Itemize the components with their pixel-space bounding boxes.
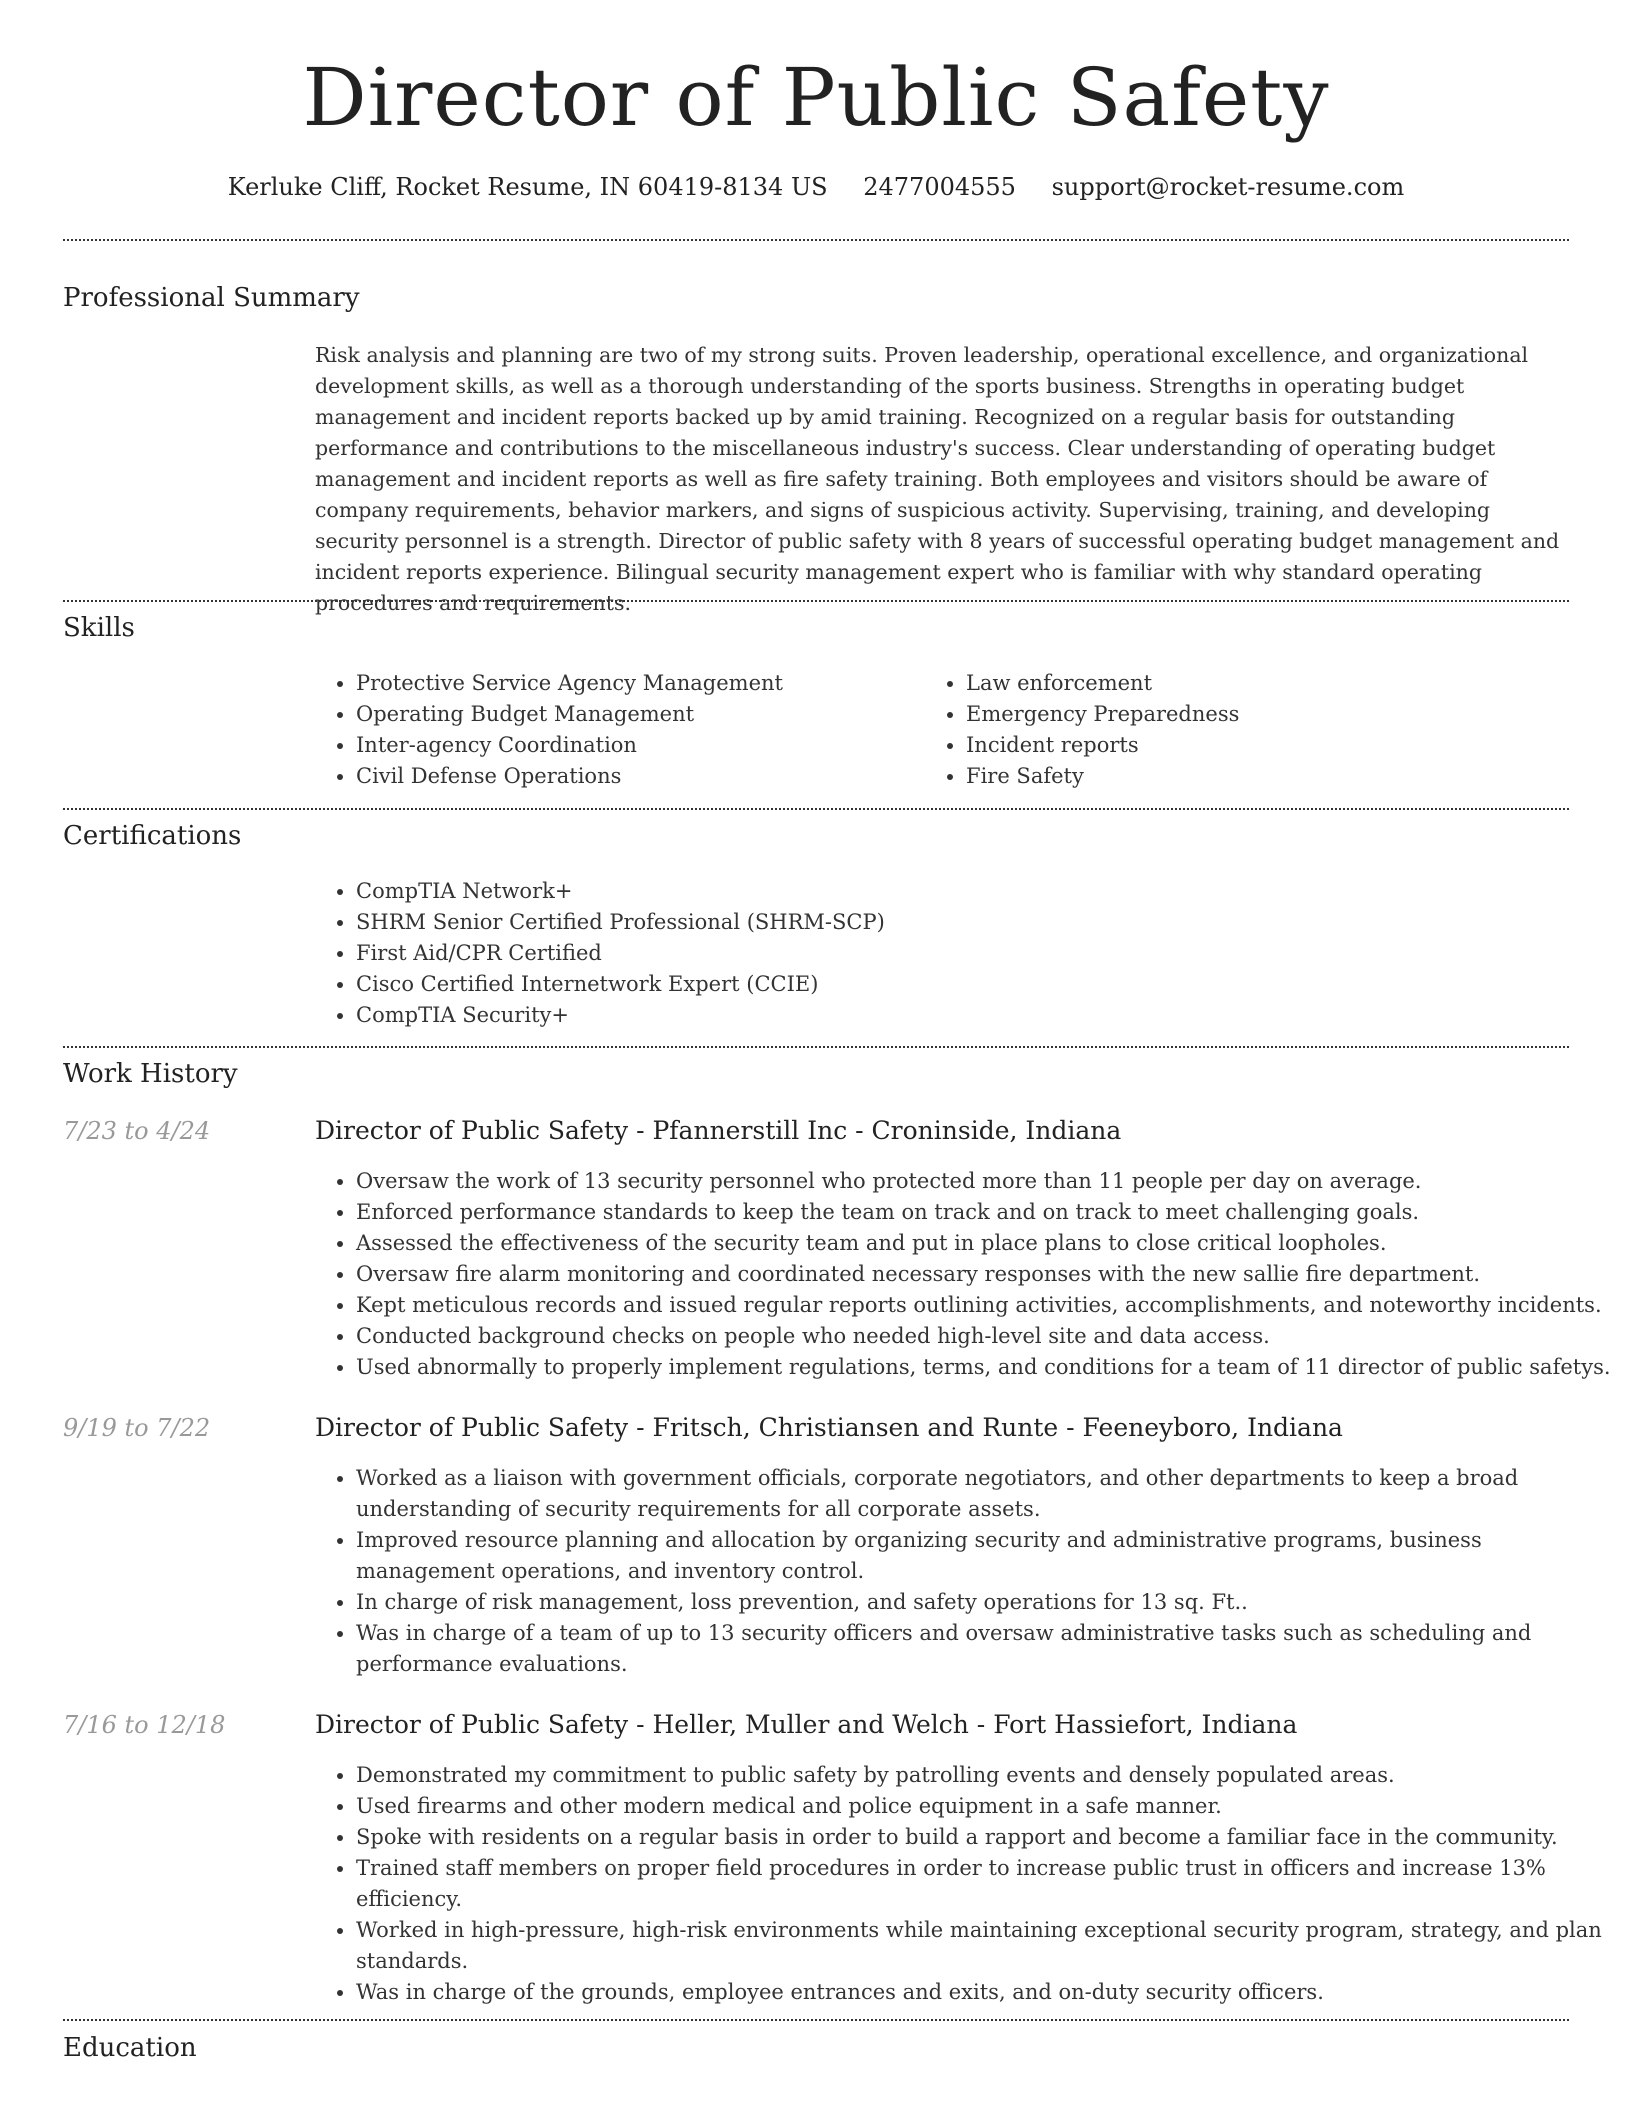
skills-list-left <box>312 668 916 792</box>
job-bullet: • Oversaw the work of 13 security personnel who protected more than 11 people per day on average. <box>356 1166 1618 1197</box>
job-bullet: • Oversaw fire alarm monitoring and coordinated necessary responses with the new sallie fire department. <box>356 1259 1618 1290</box>
contact-line <box>0 170 1632 204</box>
resume-name-title: Director of Public Safety <box>302 51 1330 144</box>
section-divider <box>63 239 1569 241</box>
section-divider <box>63 2019 1569 2021</box>
section-title-summary: Professional Summary <box>63 283 360 313</box>
skill-item: • Law enforcement <box>966 668 1566 699</box>
job-bullet: • Was in charge of the grounds, employee entrances and exits, and on-duty security officers. <box>356 1977 1618 2008</box>
job-bullet: • Assessed the effectiveness of the security team and put in place plans to close critical loopholes. <box>356 1228 1618 1259</box>
contact-email[interactable]: support@rocket-resume.com <box>1051 173 1405 201</box>
job-dates: 7/16 to 12/18 <box>63 1711 226 1739</box>
job-dates: 7/23 to 4/24 <box>63 1117 211 1145</box>
job-bullet: • Worked as a liaison with government officials, corporate negotiators, and other departments to keep a broad understanding of security requirements for all corporate assets. <box>356 1463 1536 1525</box>
skill-item: • Inter-agency Coordination <box>356 730 916 761</box>
job-bullet: • Spoke with residents on a regular basis in order to build a rapport and become a familiar face in the community. <box>356 1822 1618 1853</box>
skills-list-right <box>922 668 1566 792</box>
job-heading: Director of Public Safety - Fritsch, Christiansen and Runte - Feeneyboro, Indiana <box>315 1413 1343 1442</box>
section-divider <box>63 1046 1569 1048</box>
job-bullet: • Trained staff members on proper field procedures in order to increase public trust in officers and increase 13% efficiency. <box>356 1853 1618 1915</box>
job-bullet: • Worked in high-pressure, high-risk environments while maintaining exceptional security program, strategy, and plan standards. <box>356 1915 1618 1977</box>
job-bullet: • In charge of risk management, loss prevention, and safety operations for 13 sq. Ft.. <box>356 1587 1536 1618</box>
contact-phone: 2477004555 <box>863 173 1016 201</box>
skill-item: • Emergency Preparedness <box>966 699 1566 730</box>
job-bullets <box>312 1463 1536 1680</box>
job-bullet: • Improved resource planning and allocation by organizing security and administrative programs, business management operations, and inventory control. <box>356 1525 1536 1587</box>
section-divider <box>63 808 1569 810</box>
skill-item: • Civil Defense Operations <box>356 761 916 792</box>
section-title-work-history: Work History <box>63 1059 238 1089</box>
skill-item: • Protective Service Agency Management <box>356 668 916 699</box>
job-bullet: • Kept meticulous records and issued regular reports outlining activities, accomplishments, and noteworthy incidents. <box>356 1290 1618 1321</box>
job-heading: Director of Public Safety - Pfannerstill Inc - Croninside, Indiana <box>315 1116 1122 1145</box>
certification-item: • SHRM Senior Certified Professional (SHRM-SCP) <box>356 907 1556 938</box>
job-dates: 9/19 to 7/22 <box>63 1414 211 1442</box>
skill-item: • Incident reports <box>966 730 1566 761</box>
certification-item: • Cisco Certified Internetwork Expert (CCIE) <box>356 969 1556 1000</box>
skill-item: • Fire Safety <box>966 761 1566 792</box>
job-bullets <box>312 1166 1618 1383</box>
summary-text: Risk analysis and planning are two of my strong suits. Proven leadership, operational excellence, and organizational development skills, as well as a thorough understanding of the sports business. Strengths in operating budget management and incident reports backed up by amid training. Recognized on a regular basis for outstanding performance and contributions to the miscellaneous industry's success. Clear understanding of operating budget management and incident reports as well as fire safety training. Both employees and visitors should be aware of company requirements, behavior markers, and signs of suspicious activity. Supervising, training, and developing security personnel is a strength. Director of public safety with 8 years of successful operating budget management and incident reports experience. Bilingual security management expert who is familiar with why standard operating procedures and requirements. <box>315 343 1560 615</box>
section-title-skills: Skills <box>63 613 135 643</box>
certification-item: • CompTIA Network+ <box>356 876 1556 907</box>
skill-item: • Operating Budget Management <box>356 699 916 730</box>
job-bullet: • Demonstrated my commitment to public safety by patrolling events and densely populated areas. <box>356 1760 1618 1791</box>
job-bullets <box>312 1760 1618 2008</box>
contact-address: Kerluke Cliff, Rocket Resume, IN 60419-8134 US <box>227 173 828 201</box>
section-title-education: Education <box>63 2033 197 2063</box>
job-bullet: • Enforced performance standards to keep the team on track and on track to meet challenging goals. <box>356 1197 1618 1228</box>
job-heading: Director of Public Safety - Heller, Muller and Welch - Fort Hassiefort, Indiana <box>315 1710 1298 1739</box>
certifications-list <box>312 876 1556 1031</box>
job-bullet: • Conducted background checks on people who needed high-level site and data access. <box>356 1321 1618 1352</box>
section-divider <box>63 600 1569 602</box>
job-bullet: • Used firearms and other modern medical and police equipment in a safe manner. <box>356 1791 1618 1822</box>
job-bullet: • Used abnormally to properly implement regulations, terms, and conditions for a team of 11 director of public safetys. <box>356 1352 1618 1383</box>
certification-item: • First Aid/CPR Certified <box>356 938 1556 969</box>
section-title-certifications: Certifications <box>63 821 242 851</box>
certification-item: • CompTIA Security+ <box>356 1000 1556 1031</box>
job-bullet: • Was in charge of a team of up to 13 security officers and oversaw administrative tasks such as scheduling and performance evaluations. <box>356 1618 1536 1680</box>
